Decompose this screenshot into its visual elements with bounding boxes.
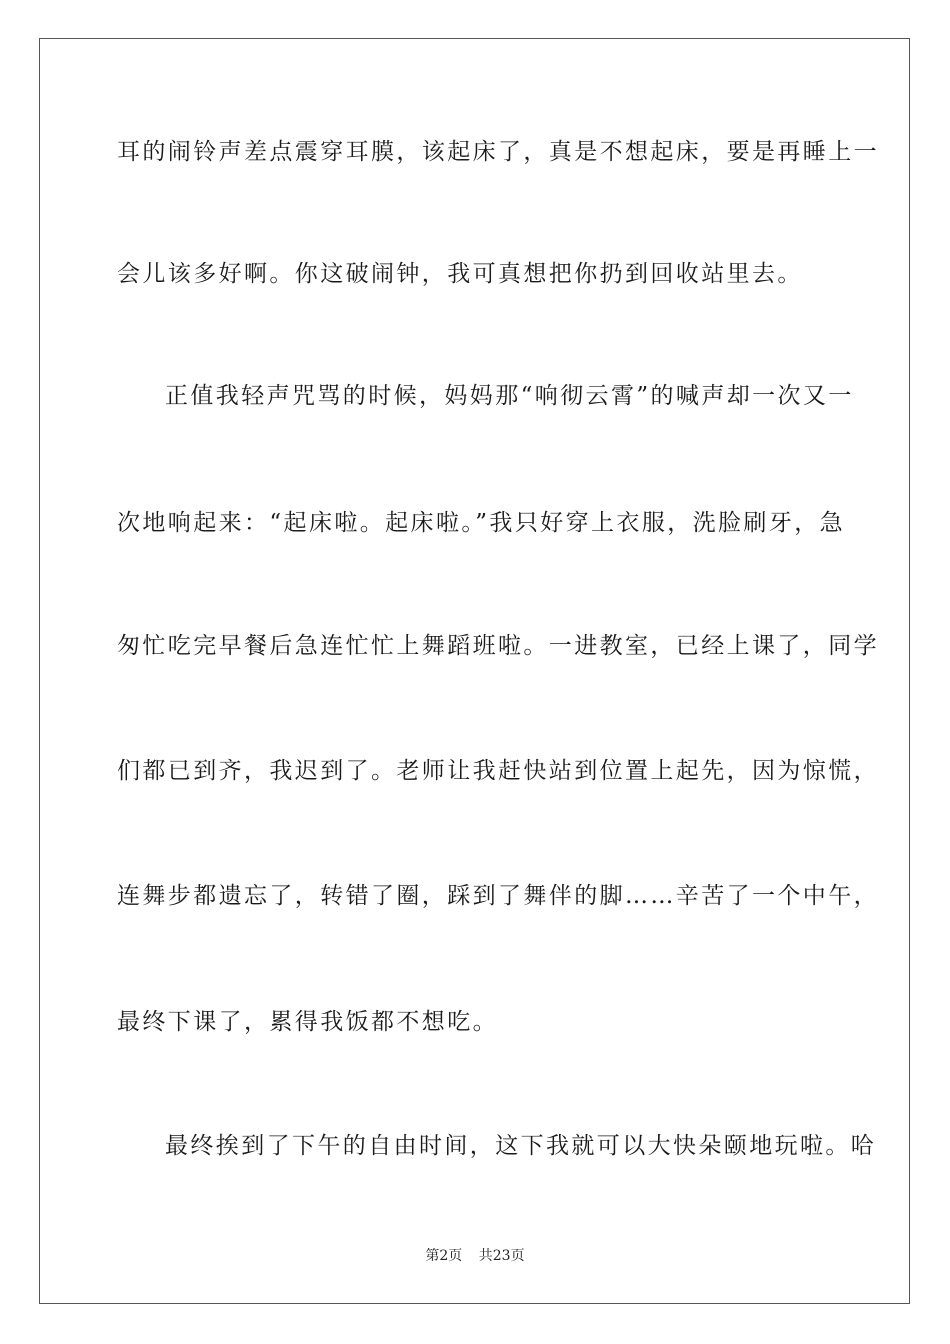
page-total: 共23页	[478, 1248, 525, 1264]
text-line-7: 连舞步都遗忘了，转错了圈，踩到了舞伴的脚……辛苦了一个中午，	[117, 883, 879, 909]
text-line-5: 匆忙吃完早餐后急连忙忙上舞蹈班啦。一进教室，已经上课了，同学	[117, 633, 879, 659]
page-number: 第2页	[425, 1248, 463, 1264]
text-line-1: 耳的闹铃声差点震穿耳膜，该起床了，真是不想起床，要是再睡上一	[117, 139, 879, 165]
text-line-9: 最终挨到了下午的自由时间，这下我就可以大快朵颐地玩啦。哈	[165, 1133, 877, 1159]
text-line-3: 正值我轻声咒骂的时候，妈妈那“响彻云霄”的喊声却一次又一	[165, 383, 854, 409]
text-line-4: 次地响起来：“起床啦。起床啦。”我只好穿上衣服，洗脸刷牙，急	[117, 510, 846, 536]
text-line-6: 们都已到齐，我迟到了。老师让我赶快站到位置上起先，因为惊慌，	[117, 758, 879, 784]
text-line-2: 会儿该多好啊。你这破闹钟，我可真想把你扔到回收站里去。	[117, 261, 803, 287]
text-line-8: 最终下课了，累得我饭都不想吃。	[117, 1009, 498, 1035]
page-footer	[0, 1247, 950, 1265]
page-border	[39, 38, 910, 1304]
